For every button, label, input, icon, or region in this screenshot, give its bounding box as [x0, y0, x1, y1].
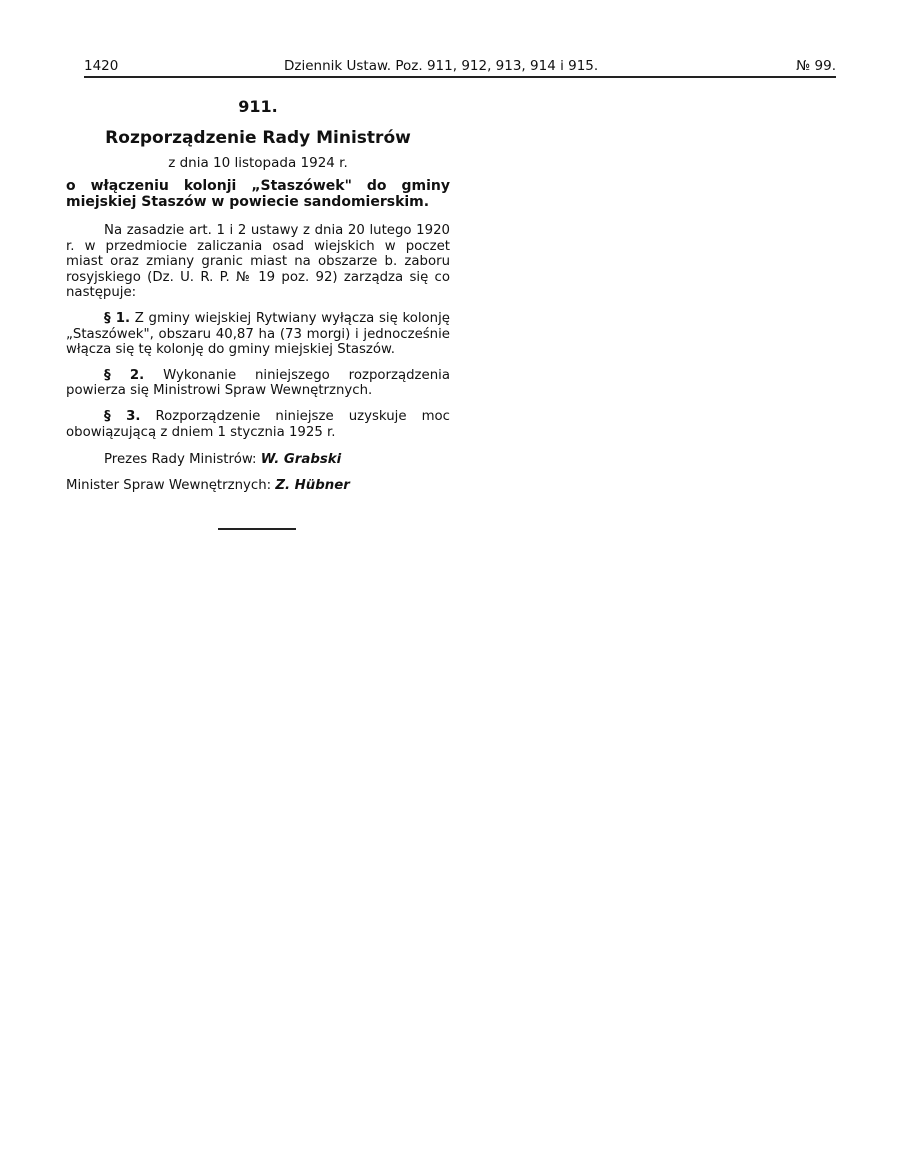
section-3-mark: § 3.: [104, 408, 141, 424]
preamble: Na zasadzie art. 1 i 2 ustawy z dnia 20 lutego 1920 r. w przedmiocie zaliczania osad wiejskich w poczet miast oraz zmiany granic miast na obszarze b. zaboru rosyjskiego (Dz. U. R. P. № 19 poz. 92) zarządza się co następuje:: [66, 223, 450, 301]
act-subject-line-1: o włączeniu kolonji „Staszówek" do gminy: [66, 178, 450, 194]
signature-role: Minister Spraw Wewnętrznych:: [66, 478, 272, 494]
end-divider: [218, 528, 296, 530]
section-1-mark: § 1.: [104, 310, 131, 326]
act-subject: [66, 178, 450, 210]
journal-title: Dziennik Ustaw. Poz. 911, 912, 913, 914 i 915.: [284, 58, 599, 74]
section-2-text: Wykonanie niniejszego rozporządzenia powierza się Ministrowi Spraw Wewnętrznych.: [66, 367, 450, 399]
act-911: [66, 88, 450, 494]
page-header: [84, 54, 836, 76]
issue-number: № 99.: [796, 58, 836, 74]
act-date: z dnia 10 listopada 1924 r.: [168, 155, 348, 171]
section-3-text: Rozporządzenie niniejsze uzyskuje moc obowiązującą z dniem 1 stycznia 1925 r.: [66, 408, 450, 440]
section-2: [66, 368, 450, 399]
section-2-mark: § 2.: [104, 367, 145, 383]
signature-name: W. Grabski: [260, 452, 342, 468]
section-1-text: Z gminy wiejskiej Rytwiany wyłącza się kolonję „Staszówek", obszaru 40,87 ha (73 morgi) i jednocześnie włącza się tę kolonję do gminy miejskiej Staszów.: [66, 310, 450, 358]
signature-name: Z. Hübner: [275, 478, 350, 494]
page-number: 1420: [84, 58, 119, 74]
signature-interior-minister: [66, 478, 450, 494]
signature-role: Prezes Rady Ministrów:: [104, 452, 257, 468]
header-divider: [84, 76, 836, 78]
act-number: 911.: [238, 97, 278, 116]
section-3: [66, 409, 450, 440]
act-subject-line-2: miejskiej Staszów w powiecie sandomierskim.: [66, 194, 430, 210]
section-1: [66, 311, 450, 358]
act-title: Rozporządzenie Rady Ministrów: [105, 128, 411, 148]
signature-prime-minister: [66, 452, 450, 468]
